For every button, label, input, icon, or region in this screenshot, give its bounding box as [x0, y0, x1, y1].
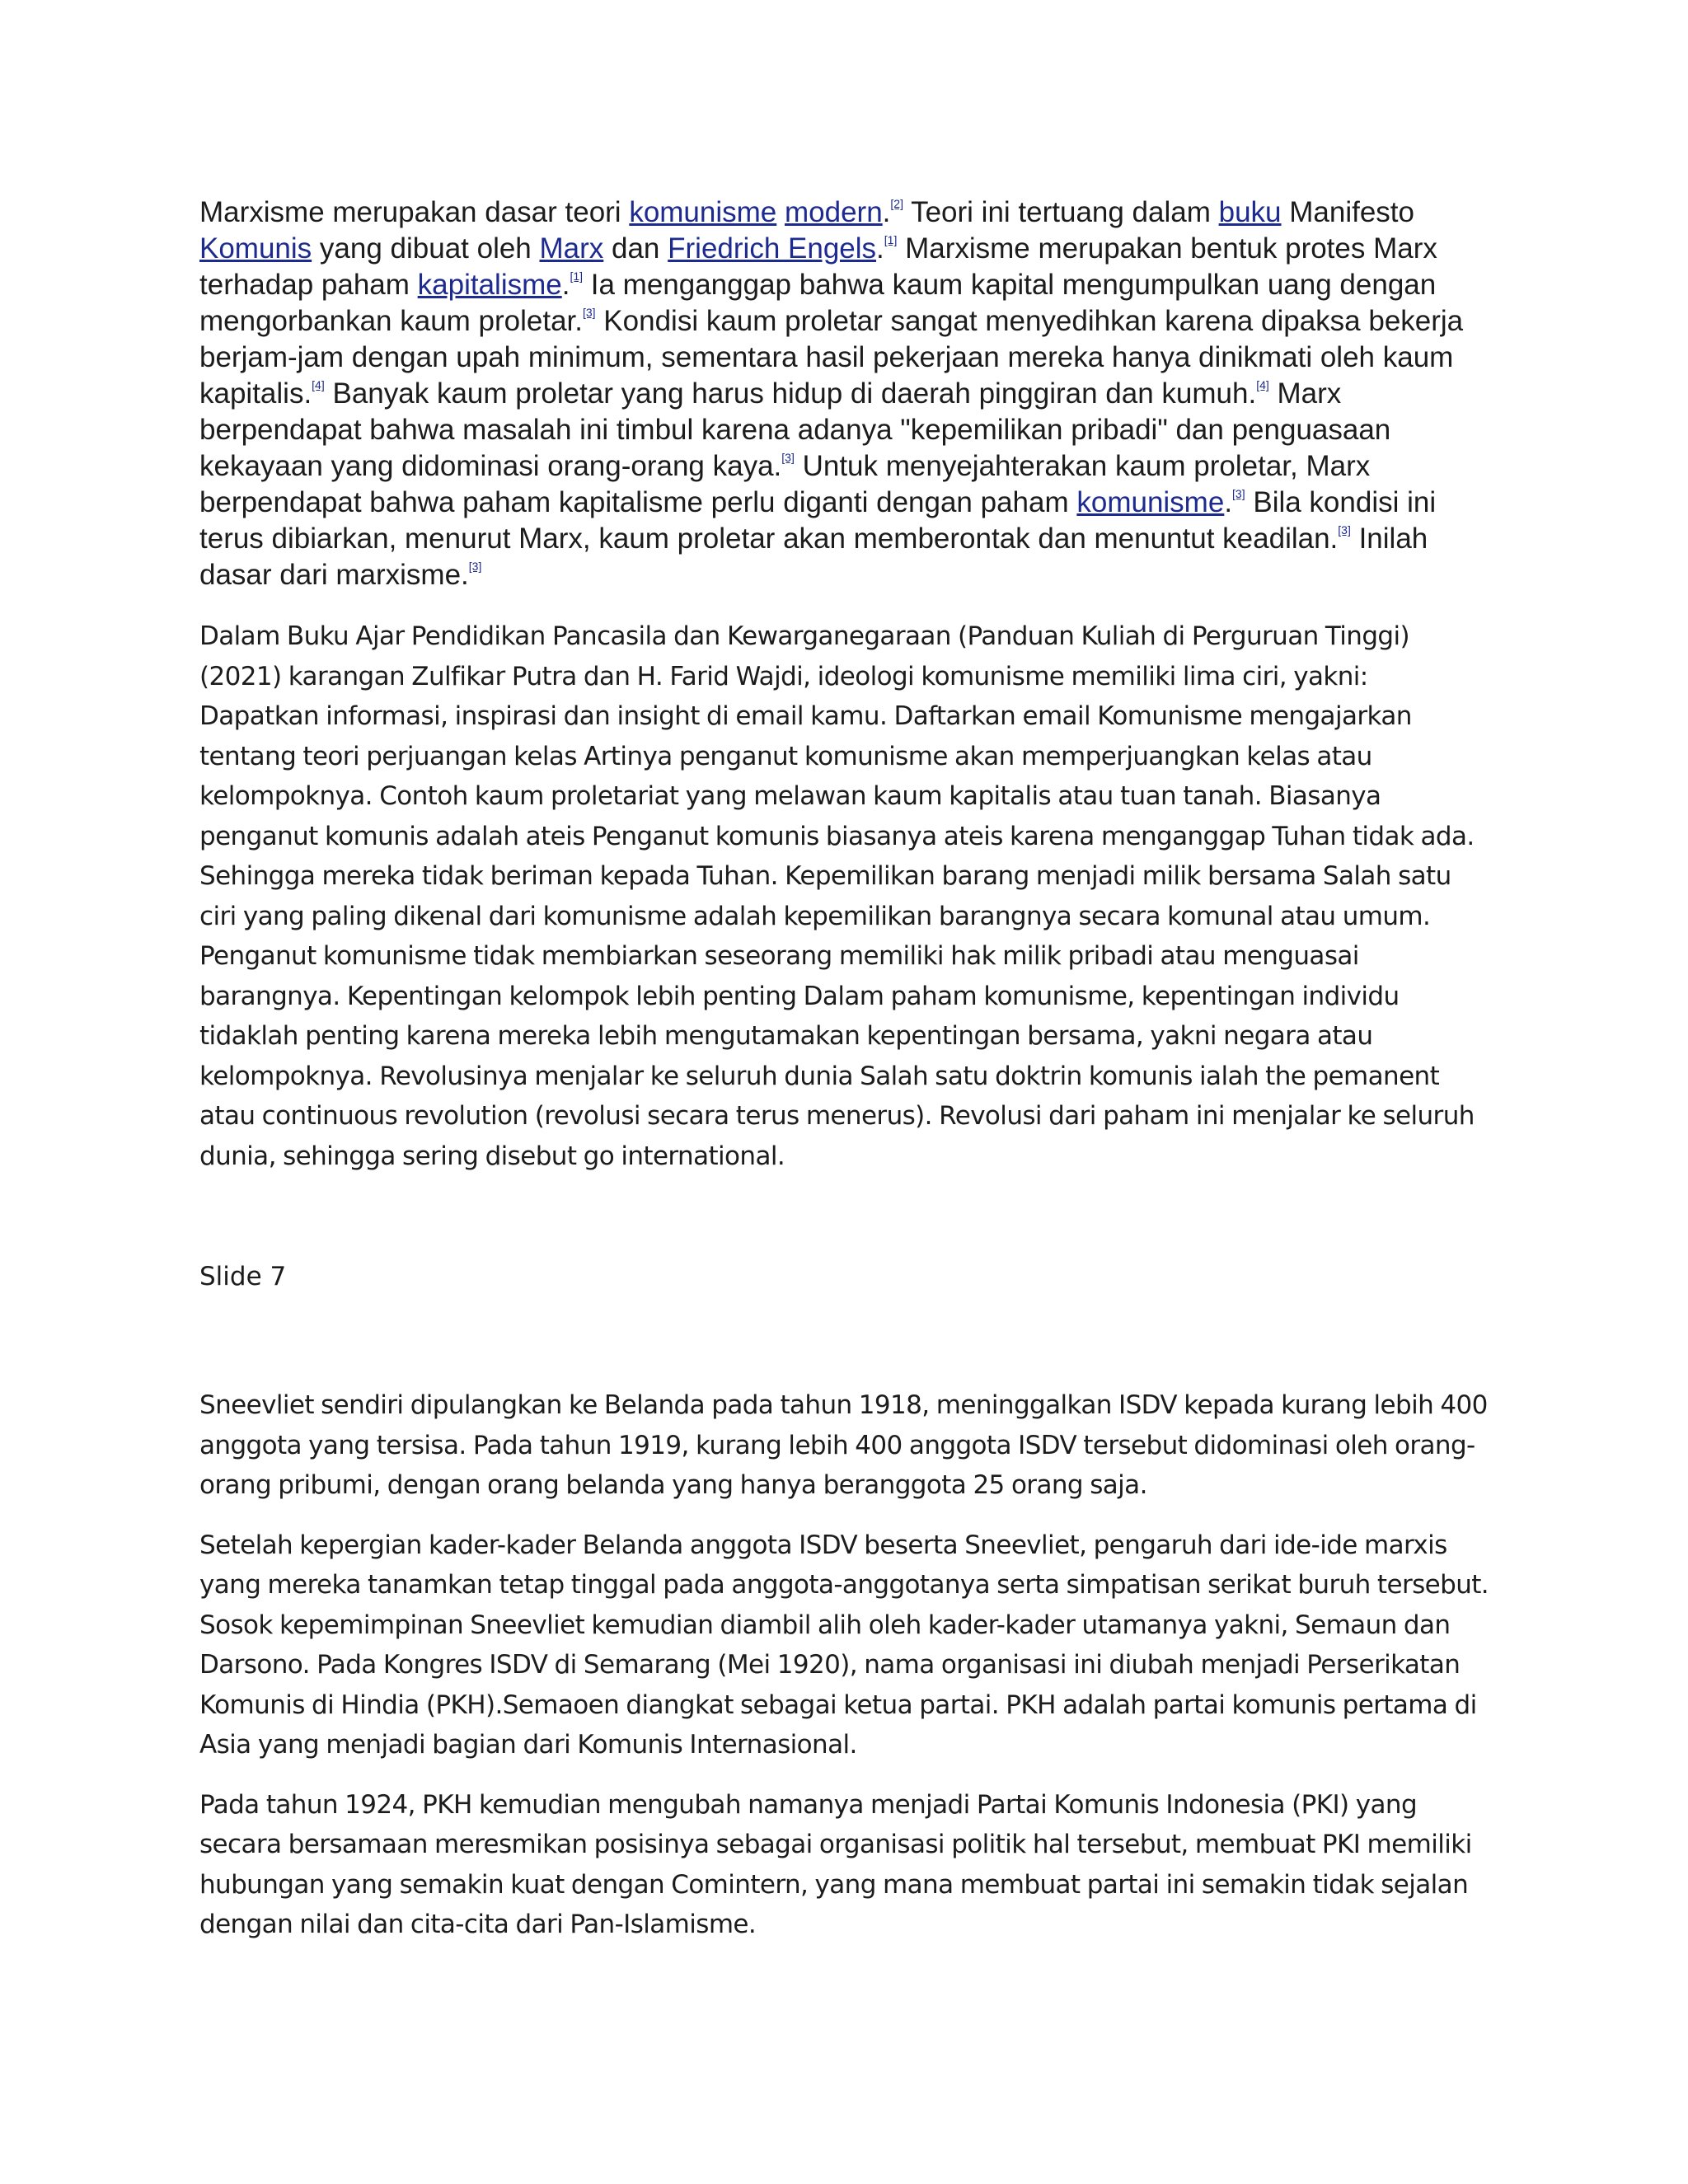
- text-run: Kondisi kaum proletar sangat menyedihkan karena dipaksa bekerja berjam-jam dengan upah minimum, sementara hasil pekerjaan mereka hanya dinikmati oleh kaum kapitalis.: [199, 305, 1464, 410]
- paragraph-isdv-pkh: Setelah kepergian kader-kader Belanda anggota ISDV beserta Sneevliet, pengaruh dari ide-ide marxis yang mereka tanamkan tetap tinggal pada anggota-anggotanya serta simpatisan serikat buruh tersebut. Sosok kepemimpinan Sneevliet kemudian diambil alih oleh kader-kader utamanya yakni, Semaun dan Darsono. Pada Kongres ISDV di Semarang (Mei 1920), nama organisasi ini diubah menjadi Perserikatan Komunis di Hindia (PKH).Semaoen diangkat sebagai ketua partai. PKH adalah partai komunis pertama di Asia yang menjadi bagian dari Komunis Internasional.: [199, 1530, 1489, 1760]
- link-buku[interactable]: buku: [1218, 196, 1282, 228]
- reference-link[interactable]: [2]: [890, 197, 903, 211]
- reference-3: [469, 560, 482, 573]
- reference-1: [884, 233, 898, 246]
- text-run: Banyak kaum proletar yang harus hidup di daerah pinggiran dan kumuh.: [324, 377, 1257, 410]
- reference-3: [1232, 487, 1245, 500]
- reference-link[interactable]: [3]: [781, 451, 795, 465]
- text-run: .: [876, 232, 884, 265]
- reference-4: [1256, 378, 1269, 391]
- reference-3: [583, 306, 596, 319]
- text-run: Inilah dasar dari marxisme.: [199, 523, 1428, 591]
- reference-3: [781, 451, 795, 464]
- reference-1: [570, 269, 583, 283]
- text-run: Manifesto: [1281, 196, 1414, 228]
- slide-label: Slide 7: [199, 1262, 287, 1291]
- reference-link[interactable]: [4]: [1256, 378, 1269, 392]
- link-komunis[interactable]: Komunis: [199, 232, 312, 265]
- text-run: yang dibuat oleh: [312, 232, 540, 265]
- paragraph-ciri-komunisme: Dalam Buku Ajar Pendidikan Pancasila dan Kewarganegaraan (Panduan Kuliah di Perguruan Tinggi) (2021) karangan Zulfikar Putra dan H. Farid Wajdi, ideologi komunisme memiliki lima ciri, yakni: Dapatkan informasi, inspirasi dan insight di email kamu. Daftarkan email Komunisme mengajarkan tentang teori perjuangan kelas Artinya penganut komunisme akan memperjuangkan kelas atau kelompoknya. Contoh kaum proletariat yang melawan kaum kapitalis atau tuan tanah. Biasanya penganut komunis adalah ateis Penganut komunis biasanya ateis karena menganggap Tuhan tidak ada. Sehingga mereka tidak beriman kepada Tuhan. Kepemilikan barang menjadi milik bersama Salah satu ciri yang paling dikenal dari komunisme adalah kepemilikan barangnya secara komunal atau umum. Penganut komunisme tidak membiarkan seseorang memiliki hak milik pribadi atau menguasai barangnya. Kepentingan kelompok lebih penting Dalam paham komunisme, kepentingan individu tidaklah penting karena mereka lebih mengutamakan kepentingan bersama, yakni negara atau kelompoknya. Revolusinya menjalar ke seluruh dunia Salah satu doktrin komunis ialah the pemanent atau continuous revolution (revolusi secara terus menerus). Revolusi dari paham ini menjalar ke seluruh dunia, sehingga sering disebut go international.: [199, 621, 1475, 1171]
- link-komunisme[interactable]: komunisme: [629, 196, 777, 228]
- text-run: Marxisme merupakan bentuk protes Marx terhadap paham: [199, 232, 1437, 301]
- reference-link[interactable]: [4]: [312, 378, 325, 392]
- text-run: Teori ini tertuang dalam: [903, 196, 1219, 228]
- reference-link[interactable]: [1]: [570, 269, 584, 284]
- reference-link[interactable]: [1]: [884, 233, 898, 247]
- reference-link[interactable]: [3]: [583, 306, 596, 320]
- text-run: Marx berpendapat bahwa masalah ini timbul karena adanya "kepemilikan pribadi" dan penguasaan kekayaan yang didominasi orang-orang kaya.: [199, 377, 1391, 482]
- reference-link[interactable]: [3]: [1338, 523, 1351, 537]
- text-run: Bila kondisi ini terus dibiarkan, menurut Marx, kaum proletar akan memberontak dan menuntut keadilan.: [199, 486, 1437, 555]
- paragraph-pki: Pada tahun 1924, PKH kemudian mengubah namanya menjadi Partai Komunis Indonesia (PKI) yang secara bersamaan meresmikan posisinya sebagai organisasi politik hal tersebut, membuat PKI memiliki hubungan yang semakin kuat dengan Comintern, yang mana membuat partai ini semakin tidak sejalan dengan nilai dan cita-cita dari Pan-Islamisme.: [199, 1789, 1472, 1939]
- link-friedrich-engels[interactable]: Friedrich Engels: [668, 232, 877, 265]
- text-run: .: [561, 269, 570, 301]
- reference-4: [312, 378, 325, 391]
- text-run: .: [882, 196, 891, 228]
- text-run: Untuk menyejahterakan kaum proletar, Marx berpendapat bahwa paham kapitalisme perlu diganti dengan paham: [199, 450, 1371, 518]
- document-body: [199, 194, 1493, 1965]
- link-modern[interactable]: modern: [785, 196, 883, 228]
- paragraph-sneevliet: Sneevliet sendiri dipulangkan ke Belanda pada tahun 1918, meninggalkan ISDV kepada kurang lebih 400 anggota yang tersisa. Pada tahun 1919, kurang lebih 400 anggota ISDV tersebut didominasi oleh orang-orang pribumi, dengan orang belanda yang hanya beranggota 25 orang saja.: [199, 1390, 1488, 1500]
- text-run: [776, 196, 785, 228]
- reference-3: [1338, 523, 1351, 537]
- reference-link[interactable]: [3]: [468, 560, 482, 574]
- reference-link[interactable]: [3]: [1232, 487, 1245, 501]
- paragraph-marxisme: [199, 194, 1493, 593]
- link-komunisme-2[interactable]: komunisme: [1076, 486, 1225, 518]
- link-marx[interactable]: Marx: [539, 232, 604, 265]
- text-run: Marxisme merupakan dasar teori: [199, 196, 630, 228]
- text-run: Ia menganggap bahwa kaum kapital mengumpulkan uang dengan mengorbankan kaum proletar.: [199, 269, 1437, 337]
- text-run: .: [1224, 486, 1233, 518]
- link-kapitalisme[interactable]: kapitalisme: [417, 269, 562, 301]
- text-run: dan: [603, 232, 668, 265]
- reference-2: [890, 197, 903, 210]
